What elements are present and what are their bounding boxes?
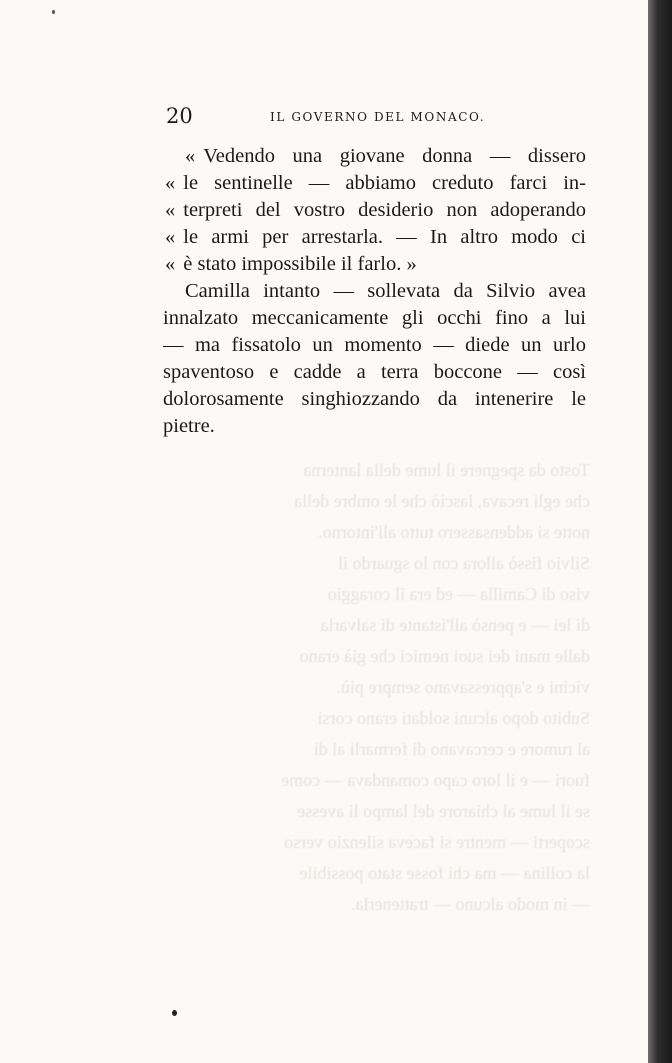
text-line: — ma fissatolo un momento — diede un urlo	[163, 334, 586, 356]
quote-mark: «	[185, 145, 196, 167]
body-text	[163, 143, 586, 440]
ink-speck	[52, 10, 55, 14]
ink-speck	[172, 1010, 177, 1016]
page-number: 20	[166, 104, 193, 128]
text-line: spaventoso e cadde a terra boccone — così	[163, 361, 586, 383]
text-line	[163, 143, 586, 170]
line-text: le sentinelle — abbiamo creduto farci in-	[183, 172, 586, 194]
text-line: pietre.	[163, 415, 215, 437]
line-text: è stato impossibile il farlo. »	[183, 253, 417, 275]
line-text: Vedendo una giovane donna — dissero	[203, 145, 586, 167]
text-line	[163, 170, 586, 197]
text-line: dolorosamente singhiozzando da intenerire le	[163, 388, 586, 410]
line-text: le armi per arrestarla. — In altro modo ci	[183, 226, 586, 248]
text-line	[163, 224, 586, 251]
text-line: innalzato meccanicamente gli occhi fino a lui	[163, 307, 586, 329]
text-line: Camilla intanto — sollevata da Silvio avea	[185, 280, 586, 302]
line-text: terpreti del vostro desiderio non adoperando	[183, 199, 586, 221]
quote-mark: «	[165, 253, 176, 275]
quote-mark: «	[165, 226, 176, 248]
page-header	[166, 104, 586, 134]
quote-mark: «	[165, 199, 176, 221]
show-through-text: Tosto da spegnere il lume della lanterna che egli recava, lasciò che le ombre della notte si addensassero tutto all'intorno. Silvio fissò allora con lo sguardo il viso di Camilla — ed era il coraggio di lei — e pensò all'istante di salvarla dalle mani dei suoi nemici che già erano vicini e s'appressavano sempre più. Subito dopo alcuni soldati erano corsi al rumore e cercavano di fermarli al di fuori — e il loro capo comandava — come se il lume al chiarore del lampo li avesse scoperti — mentre si faceva silenzio verso la collina — ma chi fosse stato possibile — in modo alcuno — trattenerla.	[281, 460, 590, 914]
quote-mark: «	[165, 172, 176, 194]
running-title: IL GOVERNO DEL MONACO.	[270, 110, 486, 124]
text-line	[163, 251, 586, 278]
text-line	[163, 197, 586, 224]
page-binding-edge	[648, 0, 672, 1063]
